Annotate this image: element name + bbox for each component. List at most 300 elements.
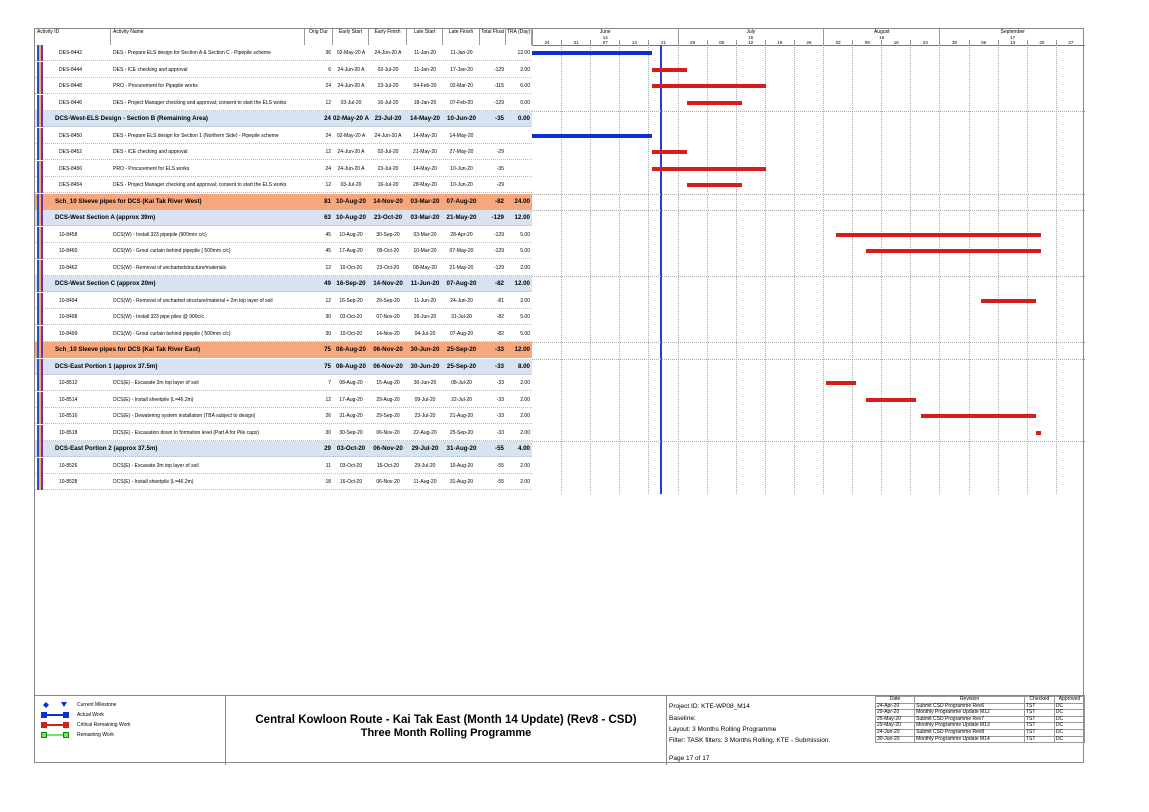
- gantt-gridline: [678, 45, 679, 494]
- critical-work-bar[interactable]: [866, 398, 916, 402]
- gantt-gridline: [823, 45, 824, 494]
- cell-id: DES-8448: [59, 83, 83, 89]
- cell-es: 10-Oct-20: [339, 330, 363, 337]
- cell-es: 16-Sep-20: [336, 280, 366, 287]
- cell-tf: [480, 128, 504, 144]
- cell-id: 10-8528: [59, 479, 78, 485]
- cell-tra: 0.00: [520, 99, 530, 106]
- cell-ef: 16-Jul-20: [377, 99, 399, 106]
- cell-tf: -33: [495, 346, 504, 353]
- legend-label: Critical Remaining Work: [77, 722, 131, 728]
- cell-tf: -29: [496, 182, 504, 188]
- cell-tra: 12.00: [514, 280, 530, 287]
- cell-es: 03-Oct-20: [336, 445, 366, 452]
- cell-id: 10-8526: [59, 462, 78, 469]
- cell-dur: 24: [325, 165, 331, 172]
- critical-work-bar[interactable]: [652, 68, 687, 72]
- gantt-gridline: [707, 45, 708, 494]
- project-info: [667, 696, 867, 765]
- cell-es: 03-Jul-20: [340, 182, 362, 188]
- cell-id: DES-8444: [59, 66, 83, 73]
- cell-dur: 30: [325, 429, 331, 436]
- gantt-gridline: [881, 45, 882, 494]
- critical-work-bar[interactable]: [826, 381, 856, 385]
- gantt-band-separator: [532, 441, 1085, 442]
- cell-name: DES - Project Manager checking and approval; consent to start the ELS works: [113, 182, 287, 188]
- page-number: Page 17 of 17: [669, 755, 710, 762]
- cell-tra: 2.00: [520, 429, 530, 436]
- wbs-band-row[interactable]: [35, 342, 532, 358]
- cell-tf: -35: [496, 165, 504, 172]
- critical-work-bar[interactable]: [836, 233, 1041, 237]
- gantt-gridline: [998, 45, 999, 494]
- cell-es: 08-Aug-20: [339, 380, 363, 386]
- gantt-gridline: [590, 45, 591, 494]
- cell-dur: 12: [325, 264, 331, 271]
- data-date-line: [660, 45, 662, 494]
- timescale-week: 23: [910, 40, 939, 45]
- activity-row[interactable]: [35, 243, 532, 259]
- cell-ef: 15-Aug-20: [376, 380, 400, 386]
- critical-work-bar[interactable]: [652, 167, 767, 171]
- cell-ls: 29-Jul-20: [414, 462, 436, 469]
- cell-ef: 23-Jul-20: [374, 115, 402, 122]
- cell-lf: 27-May-20: [449, 149, 474, 155]
- legend-label: Current Milestone: [77, 702, 117, 708]
- cell-id: DES-8442: [59, 50, 83, 56]
- wbs-level-stripe: [41, 227, 43, 243]
- critical-work-bar[interactable]: [652, 84, 767, 88]
- wbs-level-stripe: [41, 243, 43, 259]
- wbs-level-stripe: [41, 474, 43, 490]
- column-header[interactable]: Total Float: [480, 29, 506, 45]
- wbs-level-stripe: [41, 78, 43, 94]
- activity-row[interactable]: [35, 408, 532, 424]
- rev-header-approved: Approved: [1054, 697, 1084, 704]
- wbs-level-stripe: [41, 342, 43, 358]
- cell-es: 02-May-20 A: [336, 50, 366, 56]
- cell-lf: 31-Jul-20: [451, 314, 472, 320]
- timescale-week: 05: [707, 40, 736, 45]
- revision-cell: TST: [1024, 710, 1054, 717]
- cell-tra: 5.00: [520, 248, 530, 254]
- column-header[interactable]: Late Start: [407, 29, 443, 45]
- remaining-work-icon: [41, 732, 69, 738]
- activity-row[interactable]: [35, 260, 532, 276]
- cell-name: DCS(W) - Removal of uncharted structure/material + 2m top layer of soil: [113, 297, 273, 304]
- cell-dur: 81: [324, 197, 331, 205]
- timescale-week: 27: [1056, 40, 1085, 45]
- wbs-band-row[interactable]: [35, 111, 532, 127]
- cell-es: 17-Aug-20: [339, 248, 363, 254]
- gantt-band-separator: [532, 210, 1085, 211]
- activity-row[interactable]: [35, 128, 532, 144]
- cell-id: 10-8462: [59, 264, 78, 271]
- column-header[interactable]: Early Start: [333, 29, 369, 45]
- cell-ef: 06-Nov-20: [373, 445, 403, 452]
- document-title: Central Kowloon Route - Kai Tak East (Month 14 Update) (Rev8 - CSD): [255, 714, 637, 726]
- cell-tf: -115: [494, 83, 504, 89]
- cell-name: PRO - Procurement for Pipepile works: [113, 83, 198, 89]
- cell-id: 10-8458: [59, 231, 78, 238]
- gantt-band-separator: [532, 111, 1085, 112]
- timescale-week: 31: [561, 40, 590, 45]
- cell-name: DCS(E) - Dewatering system installation (TBA subject to design): [113, 413, 256, 419]
- schedule-sheet: [34, 28, 1084, 763]
- revision-cell: Monthly Programme Update M14: [915, 736, 1025, 743]
- cell-tra: 2.00: [520, 66, 530, 73]
- column-header[interactable]: Activity ID: [35, 29, 111, 45]
- activity-row[interactable]: [35, 45, 532, 61]
- cell-ef: 24-Jun-20 A: [374, 50, 402, 56]
- activity-row[interactable]: [35, 458, 532, 474]
- cell-dur: 12: [325, 297, 331, 304]
- cell-ef: 29-Aug-20: [376, 396, 400, 403]
- gantt-gridline: [619, 45, 620, 494]
- cell-name: DCS-West-ELS Design - Section B (Remaining Area): [55, 115, 208, 122]
- timescale-month: July: [678, 29, 824, 35]
- gantt-chart: [532, 45, 1085, 494]
- cell-ls: 23-Jul-20: [414, 413, 436, 419]
- cell-name: Sch_10 Sleeve pipes for DCS (Kai Tak River East): [55, 346, 201, 353]
- cell-es: 08-Aug-20: [336, 346, 366, 353]
- wbs-level-stripe: [41, 276, 43, 292]
- cell-lf: 25-Sep-20: [449, 429, 474, 436]
- activity-row[interactable]: [35, 392, 532, 408]
- critical-work-bar[interactable]: [866, 249, 1041, 253]
- gantt-gridline: [1027, 45, 1028, 494]
- project-id: Project ID: KTE-WP08_M14: [669, 703, 750, 710]
- cell-dur: 30: [325, 314, 331, 320]
- gantt-band-separator: [532, 359, 1085, 360]
- title-block: [225, 696, 667, 765]
- cell-id: 10-8494: [59, 297, 78, 304]
- cell-ls: 09-Jul-20: [414, 396, 436, 403]
- cell-name: DES - Prepare ELS design for Section 1 (Northern Side) - Pipepile scheme: [113, 132, 279, 139]
- cell-tf: -33: [496, 380, 504, 386]
- cell-tra: [506, 177, 530, 193]
- cell-name: DES - ICE checking and approval: [113, 149, 188, 155]
- wbs-level-stripe: [41, 425, 43, 441]
- wbs-level-stripe: [41, 95, 43, 111]
- cell-es: 16-Sep-20: [339, 297, 363, 304]
- rev-header-date: Date: [876, 697, 915, 704]
- column-header[interactable]: Early Finish: [369, 29, 407, 45]
- wbs-band-row[interactable]: [35, 441, 532, 457]
- cell-ls: 21-May-20: [413, 149, 437, 155]
- activity-row[interactable]: [35, 161, 532, 177]
- cell-ls: 11-Jun-20: [413, 297, 437, 304]
- timescale-week: 13: [998, 40, 1027, 45]
- timescale-header: [532, 29, 1085, 46]
- cell-tf: -81: [496, 297, 504, 304]
- revision-cell: Submit CSD Programme Rev6: [915, 703, 1025, 710]
- cell-dur: 36: [325, 50, 331, 56]
- wbs-band-row[interactable]: [35, 359, 532, 375]
- timescale-week: 12: [736, 40, 765, 45]
- critical-work-bar[interactable]: [652, 150, 687, 154]
- activity-row[interactable]: [35, 293, 532, 309]
- activity-row[interactable]: [35, 95, 532, 111]
- cell-tf: -82: [495, 197, 504, 205]
- cell-name: DCS(W) - Removal of unchartedstructure/materials: [113, 264, 227, 271]
- wbs-level-stripe: [41, 62, 43, 78]
- cell-es: 02-May-20 A: [336, 132, 366, 139]
- cell-id: DES-8452: [59, 149, 83, 155]
- timescale-month: September: [939, 29, 1085, 35]
- cell-dur: 12: [325, 396, 331, 403]
- cell-ls: 08-May-20: [413, 264, 437, 271]
- gantt-band-separator: [532, 276, 1085, 277]
- cell-lf: 07-Feb-20: [449, 99, 474, 106]
- critical-work-bar[interactable]: [687, 101, 742, 105]
- cell-tf: -33: [495, 362, 504, 370]
- gantt-gridline: [736, 45, 737, 494]
- cell-es: 24-Jun-20 A: [337, 149, 365, 155]
- activity-row[interactable]: [35, 425, 532, 441]
- cell-tf: -129: [493, 66, 504, 73]
- wbs-level-stripe: [41, 210, 43, 226]
- cell-lf: 25-Sep-20: [446, 346, 477, 353]
- cell-name: DCS(E) - Install sheetpile (L=46.2m): [113, 396, 194, 403]
- actual-work-bar[interactable]: [532, 134, 652, 138]
- cell-tra: 24.00: [514, 197, 530, 205]
- actual-work-bar[interactable]: [532, 51, 652, 55]
- cell-id: 10-8516: [59, 413, 78, 419]
- cell-dur: 24: [324, 115, 331, 122]
- column-header[interactable]: Late Finish: [443, 29, 480, 45]
- cell-name: DCS(W) - Install 323 pipepile (900mm c/c): [113, 231, 207, 238]
- cell-es: 03-Oct-20: [339, 314, 363, 320]
- wbs-band-row[interactable]: [35, 194, 532, 210]
- cell-ef: 29-Sep-20: [376, 297, 400, 304]
- cell-lf: 10-Jun-20: [450, 165, 473, 172]
- cell-dur: 12: [325, 149, 331, 155]
- cell-tra: 6.00: [520, 83, 530, 89]
- cell-id: 10-8514: [59, 396, 78, 403]
- legend-label: Actual Work: [77, 712, 104, 718]
- cell-ls: 28-May-20: [413, 182, 437, 188]
- timescale-week: 26: [794, 40, 823, 45]
- critical-work-icon: [41, 722, 69, 728]
- column-header[interactable]: Orig Dur: [305, 29, 333, 45]
- revision-cell: DC: [1054, 703, 1084, 710]
- wbs-level-stripe: [41, 309, 43, 325]
- legend-current-milestone: [41, 700, 116, 710]
- cell-ef: 06-Nov-20: [376, 479, 400, 485]
- activity-row[interactable]: [35, 375, 532, 391]
- cell-name: Sch_10 Sleeve pipes for DCS (Kai Tak River West): [55, 197, 202, 205]
- cell-ls: 22-Aug-20: [413, 429, 437, 436]
- timescale-week: 30: [939, 40, 968, 45]
- cell-ef: 29-Sep-20: [376, 413, 400, 419]
- timescale-period: 15: [678, 35, 824, 40]
- cell-dur: 12: [325, 99, 331, 106]
- wbs-level-stripe: [41, 441, 43, 457]
- cell-tra: 0.00: [517, 115, 530, 122]
- wbs-level-stripe: [41, 144, 43, 160]
- cell-tf: -33: [496, 413, 504, 419]
- critical-work-bar[interactable]: [687, 183, 742, 187]
- cell-dur: 18: [325, 479, 331, 485]
- cell-id: 10-8498: [59, 314, 78, 320]
- revision-cell: DC: [1054, 723, 1084, 730]
- cell-tf: -33: [496, 429, 504, 436]
- cell-ls: 30-Jun-20: [410, 362, 440, 370]
- cell-id: 10-8460: [59, 248, 78, 254]
- timescale-period: 16: [823, 35, 939, 40]
- timescale-month: August: [823, 29, 939, 35]
- cell-name: DCS-West Section A (approx 39m): [55, 214, 156, 221]
- cell-lf: 08-Jul-20: [451, 380, 472, 386]
- rev-header-checked: Checked: [1024, 697, 1054, 704]
- cell-dur: 45: [325, 231, 331, 238]
- revision-cell: Submit CSD Programme Rev7: [915, 716, 1025, 723]
- cell-name: DCS(W) - Grout curtain behind pipepile ( 500mm c/c): [113, 248, 231, 254]
- cell-ef: 23-Jul-20: [377, 165, 399, 172]
- cell-es: 30-Sep-20: [339, 429, 363, 436]
- activity-row[interactable]: [35, 78, 532, 94]
- cell-name: DCS(E) - Install sheetpile (L=46.2m): [113, 479, 194, 485]
- wbs-band-row[interactable]: [35, 210, 532, 226]
- document-subtitle: Three Month Rolling Programme: [360, 727, 532, 739]
- cell-es: 03-Jul-20: [340, 99, 362, 106]
- cell-tra: [506, 144, 530, 160]
- activity-row[interactable]: [35, 474, 532, 490]
- cell-name: DCS-East Portion 2 (approx 37.5m): [55, 445, 158, 452]
- revision-cell: DC: [1054, 736, 1084, 743]
- revision-cell: 24-Jun-20: [876, 729, 915, 736]
- critical-work-bar[interactable]: [981, 299, 1036, 303]
- activity-row[interactable]: [35, 177, 532, 193]
- timescale-week: 06: [969, 40, 998, 45]
- wbs-band-row[interactable]: [35, 276, 532, 292]
- wbs-level-stripe: [41, 408, 43, 424]
- cell-tra: 12.00: [517, 50, 530, 56]
- column-header[interactable]: TRA (Day): [506, 29, 532, 45]
- wbs-level-stripe: [41, 359, 43, 375]
- cell-lf: 31-Aug-20: [446, 445, 477, 452]
- cell-ef: 23-Jul-20: [377, 83, 399, 89]
- cell-lf: 22-Jul-20: [451, 396, 472, 403]
- cell-ef: 14-Nov-20: [373, 197, 403, 205]
- cell-ef: 02-Jul-20: [377, 66, 399, 73]
- timescale-week: 19: [765, 40, 794, 45]
- gantt-band-separator: [532, 194, 1085, 195]
- cell-es: 24-Jun-20 A: [337, 165, 365, 172]
- cell-tra: [506, 128, 530, 144]
- timescale-week: 02: [823, 40, 852, 45]
- cell-es: 31-Aug-20: [339, 413, 363, 419]
- cell-tra: 12.00: [514, 214, 530, 221]
- cell-ef: 14-Nov-20: [376, 330, 400, 337]
- timescale-week: 16: [881, 40, 910, 45]
- revision-cell: DC: [1054, 716, 1084, 723]
- cell-dur: 75: [324, 362, 331, 370]
- activity-row[interactable]: [35, 309, 532, 325]
- cell-ef: 16-Jul-20: [377, 182, 399, 188]
- cell-dur: 7: [328, 380, 331, 386]
- wbs-level-stripe: [41, 177, 43, 193]
- activity-row[interactable]: [35, 326, 532, 342]
- activity-row[interactable]: [35, 144, 532, 160]
- wbs-level-stripe: [41, 326, 43, 342]
- cell-dur: 24: [325, 83, 331, 89]
- cell-name: DCS(W) - Grout curtain behind pipepile ( 500mm c/c): [113, 330, 231, 337]
- cell-tra: 8.00: [517, 362, 530, 370]
- gantt-gridline: [910, 45, 911, 494]
- cell-lf: 21-May-20: [446, 214, 477, 221]
- cell-tf: -82: [496, 330, 504, 337]
- cell-id: DES-8450: [59, 132, 83, 139]
- cell-dur: 26: [325, 413, 331, 419]
- wbs-level-stripe: [41, 392, 43, 408]
- cell-ef: 06-Nov-20: [373, 346, 403, 353]
- cell-ef: 23-Oct-20: [373, 214, 403, 221]
- revision-cell: 30-Jun-20: [876, 736, 915, 743]
- cell-es: 24-Jun-20 A: [337, 83, 365, 89]
- cell-es: 17-Aug-20: [339, 396, 363, 403]
- cell-tra: 2.00: [520, 297, 530, 304]
- timescale-week: 14: [619, 40, 648, 45]
- cell-ls: 14-May-20: [413, 132, 437, 139]
- critical-work-bar[interactable]: [1036, 431, 1041, 435]
- legend-label: Remaining Work: [77, 732, 114, 738]
- cell-ls: 11-Jan-20: [413, 50, 437, 56]
- cell-name: DCS-East Portion 1 (approx 37.5m): [55, 362, 158, 370]
- cell-name: DCS(W) - Install 323 pipe piles @ 900c/c: [113, 314, 204, 320]
- wbs-level-stripe: [41, 45, 43, 61]
- revision-cell: 25-May-20: [876, 716, 915, 723]
- cell-tra: 2.00: [520, 264, 530, 271]
- cell-lf: 11-Jan-20: [450, 50, 473, 56]
- revision-cell: TST: [1024, 723, 1054, 730]
- cell-es: 02-May-20 A: [333, 115, 369, 122]
- legend-remaining-work: [41, 730, 114, 740]
- column-header-row: [35, 29, 532, 46]
- activity-row[interactable]: [35, 227, 532, 243]
- revision-cell: TST: [1024, 736, 1054, 743]
- cell-id: DES-8454: [59, 182, 83, 188]
- cell-tra: 2.00: [520, 396, 530, 403]
- cell-es: 10-Aug-20: [339, 231, 363, 238]
- cell-tf: -33: [496, 396, 504, 403]
- wbs-level-stripe: [41, 128, 43, 144]
- actual-work-icon: [41, 712, 69, 718]
- cell-ef: 06-Nov-20: [376, 429, 400, 436]
- cell-ls: 18-Jan-20: [413, 99, 437, 106]
- column-header[interactable]: Activity Name: [111, 29, 305, 45]
- cell-dur: 49: [324, 280, 331, 287]
- cell-tra: 2.00: [520, 380, 530, 386]
- activity-row[interactable]: [35, 62, 532, 78]
- cell-dur: 11: [325, 462, 331, 469]
- revision-cell: TST: [1024, 716, 1054, 723]
- critical-work-bar[interactable]: [921, 414, 1036, 418]
- revision-cell: Monthly Programme Update M12: [915, 710, 1025, 717]
- cell-ls: 03-Mar-20: [410, 197, 440, 205]
- legend-critical-work: [41, 720, 131, 730]
- cell-ef: 30-Sep-20: [376, 231, 400, 238]
- cell-lf: 10-Jun-20: [450, 182, 473, 188]
- cell-tra: 5.00: [520, 314, 530, 320]
- cell-ls: 10-Mar-20: [413, 248, 437, 254]
- cell-name: DCS(E) - Excavation down to formation level (Part A for Pile caps): [113, 429, 259, 436]
- cell-ls: 11-Jan-20: [413, 66, 437, 73]
- cell-es: 10-Aug-20: [336, 214, 366, 221]
- cell-name: DES - Prepare ELS design for Section A & Section C - Pipepile scheme: [113, 50, 271, 56]
- gantt-band-separator: [532, 342, 1085, 343]
